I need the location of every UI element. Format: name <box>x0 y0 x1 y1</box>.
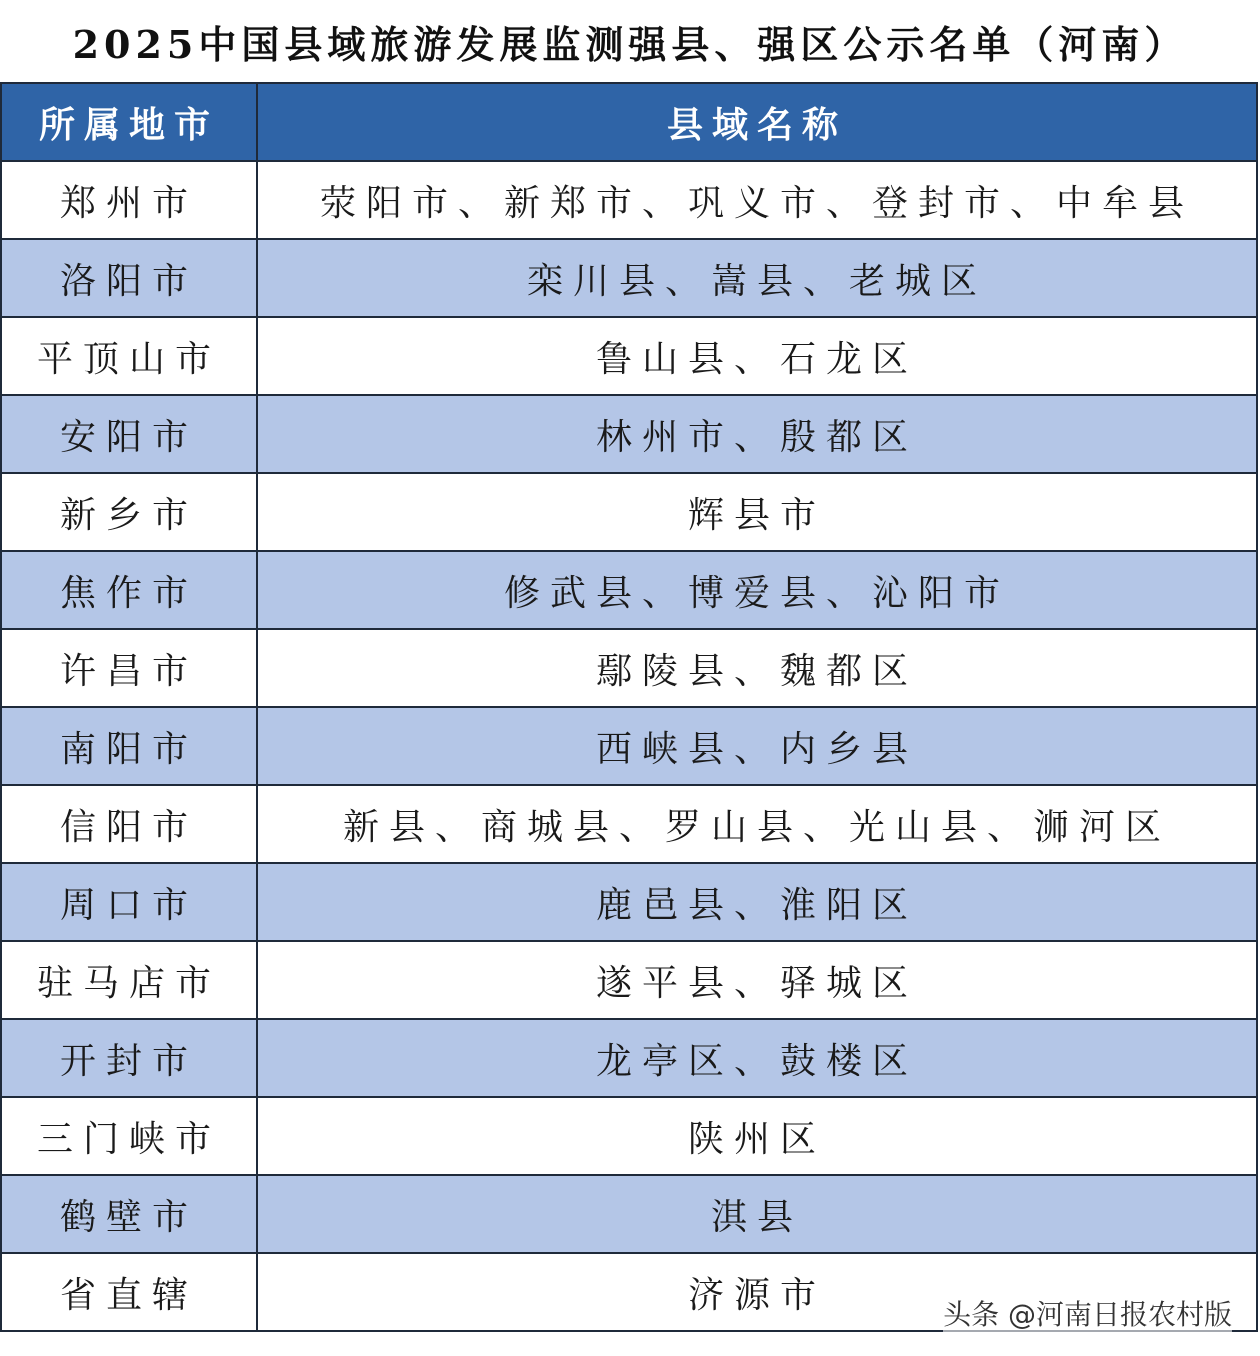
city-cell: 信阳市 <box>1 785 257 863</box>
counties-cell: 西峡县、内乡县 <box>257 707 1257 785</box>
city-cell: 驻马店市 <box>1 941 257 1019</box>
counties-cell: 淇县 <box>257 1175 1257 1253</box>
counties-cell: 新县、商城县、罗山县、光山县、浉河区 <box>257 785 1257 863</box>
table-row <box>1 161 1257 239</box>
header-city: 所属地市 <box>1 83 257 161</box>
counties-cell: 林州市、殷都区 <box>257 395 1257 473</box>
table-row <box>1 473 1257 551</box>
city-cell: 洛阳市 <box>1 239 257 317</box>
table-row <box>1 941 1257 1019</box>
county-list-table <box>0 82 1258 1332</box>
counties-cell: 栾川县、嵩县、老城区 <box>257 239 1257 317</box>
city-cell: 郑州市 <box>1 161 257 239</box>
table-row <box>1 1175 1257 1253</box>
table-row <box>1 629 1257 707</box>
city-cell: 焦作市 <box>1 551 257 629</box>
table-row <box>1 317 1257 395</box>
city-cell: 平顶山市 <box>1 317 257 395</box>
counties-cell: 荥阳市、新郑市、巩义市、登封市、中牟县 <box>257 161 1257 239</box>
header-counties: 县域名称 <box>257 83 1257 161</box>
city-cell: 新乡市 <box>1 473 257 551</box>
counties-cell: 鄢陵县、魏都区 <box>257 629 1257 707</box>
table-header-row <box>1 83 1257 161</box>
city-cell: 安阳市 <box>1 395 257 473</box>
counties-cell: 鲁山县、石龙区 <box>257 317 1257 395</box>
table-row <box>1 239 1257 317</box>
table-row <box>1 395 1257 473</box>
watermark: 头条 @河南日报农村版 <box>943 1293 1232 1333</box>
table-row <box>1 551 1257 629</box>
city-cell: 许昌市 <box>1 629 257 707</box>
city-cell: 鹤壁市 <box>1 1175 257 1253</box>
counties-cell: 济源市 <box>257 1253 1257 1331</box>
city-cell: 省直辖 <box>1 1253 257 1331</box>
table-row <box>1 1019 1257 1097</box>
table-row <box>1 1097 1257 1175</box>
counties-cell: 修武县、博爱县、沁阳市 <box>257 551 1257 629</box>
city-cell: 周口市 <box>1 863 257 941</box>
counties-cell: 龙亭区、鼓楼区 <box>257 1019 1257 1097</box>
page-title: 2025中国县域旅游发展监测强县、强区公示名单（河南） <box>72 21 1188 67</box>
table-row <box>1 707 1257 785</box>
city-cell: 开封市 <box>1 1019 257 1097</box>
table-row <box>1 863 1257 941</box>
city-cell: 南阳市 <box>1 707 257 785</box>
table-row <box>1 785 1257 863</box>
counties-cell: 遂平县、驿城区 <box>257 941 1257 1019</box>
city-cell: 三门峡市 <box>1 1097 257 1175</box>
counties-cell: 辉县市 <box>257 473 1257 551</box>
counties-cell: 鹿邑县、淮阳区 <box>257 863 1257 941</box>
counties-cell: 陕州区 <box>257 1097 1257 1175</box>
